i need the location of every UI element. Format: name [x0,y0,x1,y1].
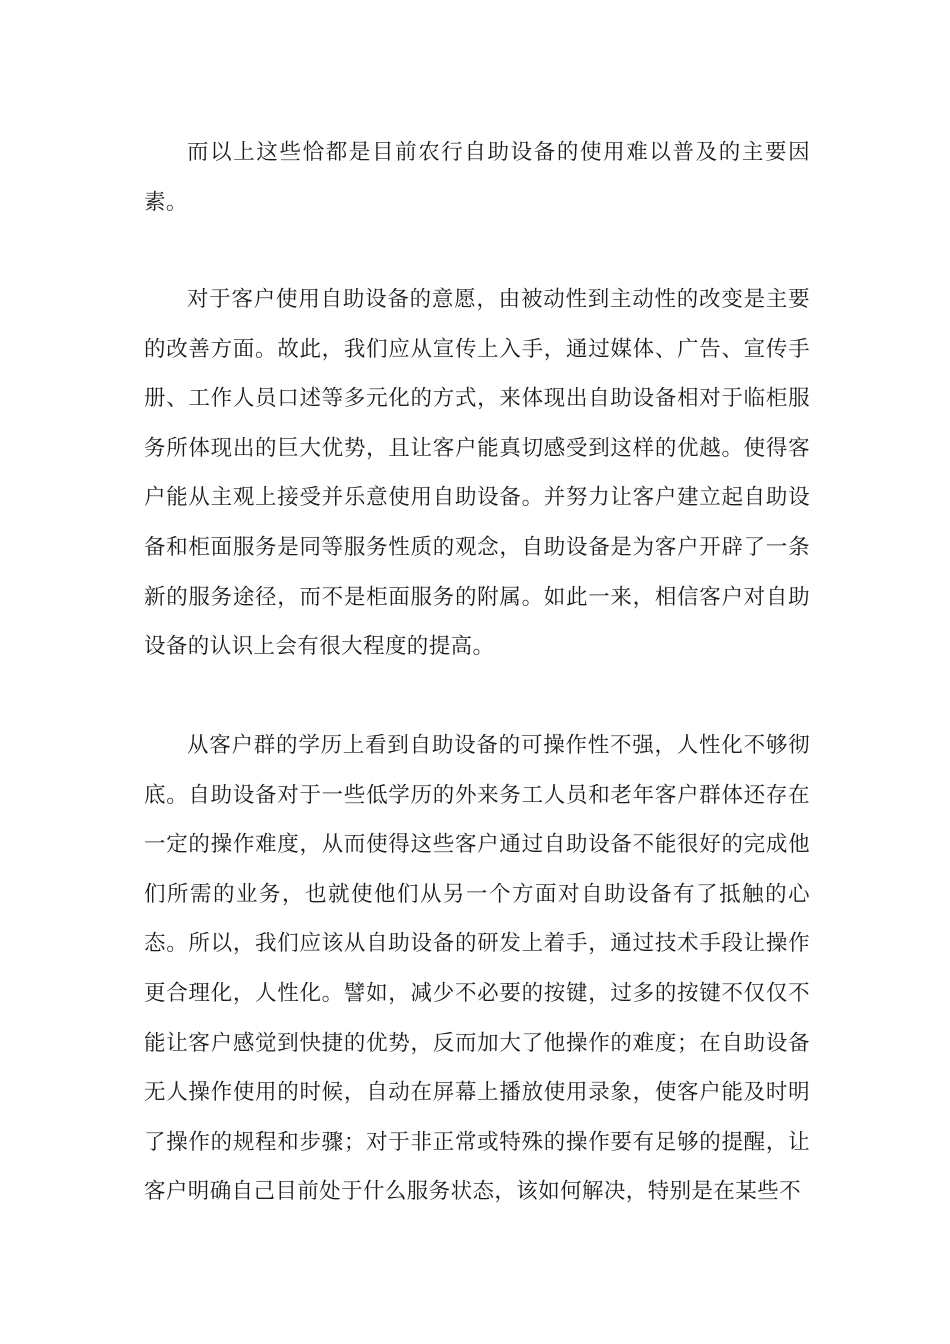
paragraph: 从客户群的学历上看到自助设备的可操作性不强，人性化不够彻底。自助设备对于一些低学历的外来务工人员和老年客户群体还存在一定的操作难度，从而使得这些客户通过自助设备不能很好的完成他们所需的业务，也就使他们从另一个方面对自助设备有了抵触的心态。所以，我们应该从自助设备的研发上着手，通过技术手段让操作更合理化，人性化。譬如，减少不必要的按键，过多的按键不仅仅不能让客户感觉到快捷的优势，反而加大了他操作的难度；在自助设备无人操作使用的时候，自动在屏幕上播放使用录象，使客户能及时明了操作的规程和步骤；对于非正常或特殊的操作要有足够的提醒，让客户明确自己目前处于什么服务状态，该如何解决，特别是在某些不 [144,733,810,1205]
paragraph: 对于客户使用自助设备的意愿，由被动性到主动性的改变是主要的改善方面。故此，我们应从宣传上入手，通过媒体、广告、宣传手册、工作人员口述等多元化的方式，来体现出自助设备相对于临柜服务所体现出的巨大优势，且让客户能真切感受到这样的优越。使得客户能从主观上接受并乐意使用自助设备。并努力让客户建立起自助设备和柜面服务是同等服务性质的观念，自助设备是为客户开辟了一条新的服务途径，而不是柜面服务的附属。如此一来，相信客户对自助设备的认识上会有很大程度的提高。 [144,287,810,660]
paragraph: 而以上这些恰都是目前农行自助设备的使用难以普及的主要因素。 [144,140,810,215]
